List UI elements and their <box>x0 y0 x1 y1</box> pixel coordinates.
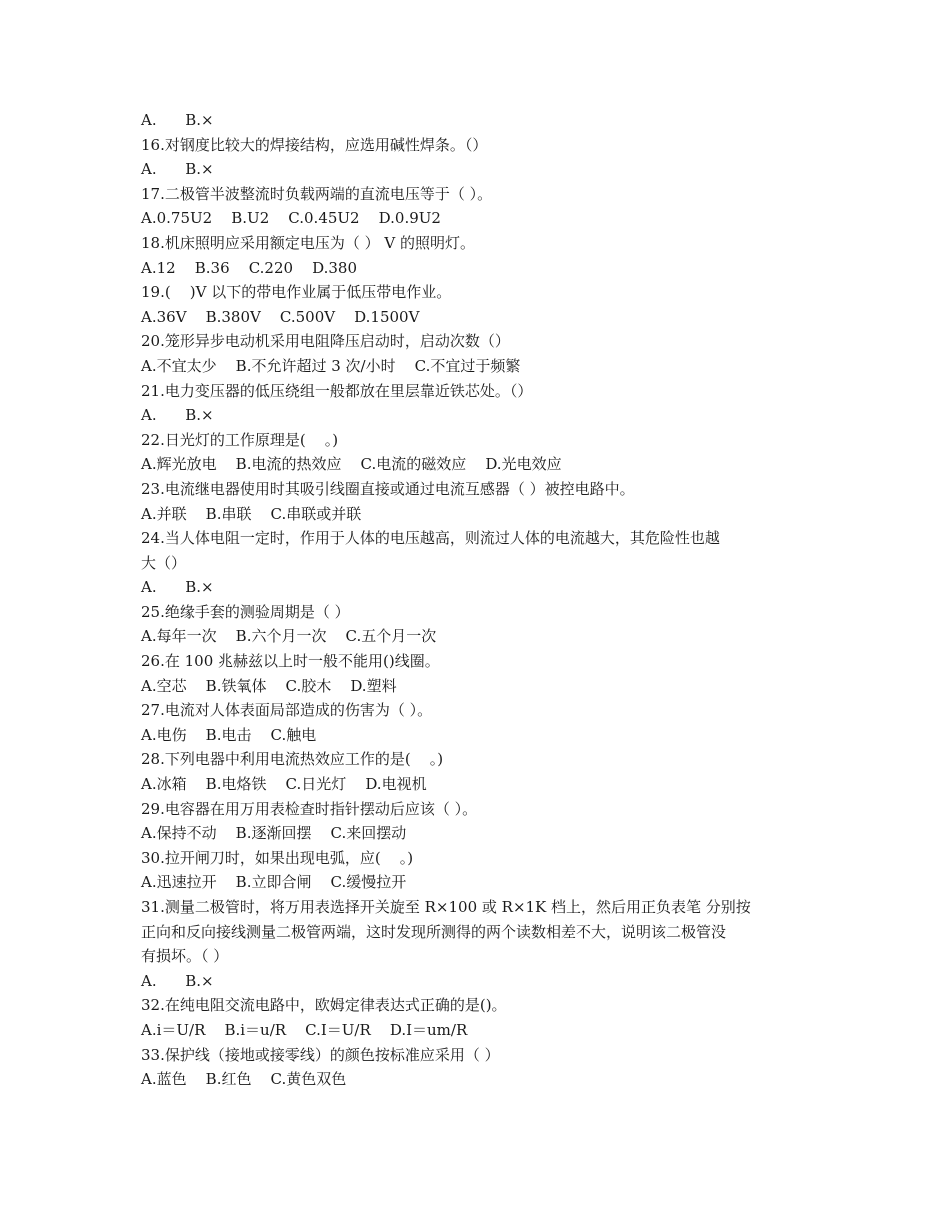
text-line: 24.当人体电阻一定时，作用于人体的电压越高，则流过人体的电流越大，其危险性也越 <box>141 529 720 548</box>
text-line: 大（） <box>141 553 187 572</box>
question-list <box>141 108 821 1092</box>
text-line: 17.二极管半波整流时负载两端的直流电压等于（ ）。 <box>141 184 493 203</box>
text-line: A. B.× <box>141 406 214 425</box>
text-line: A.0.75U2 B.U2 C.0.45U2 D.0.9U2 <box>141 209 441 228</box>
text-line: 20.笼形异步电动机采用电阻降压启动时，启动次数（） <box>141 332 510 351</box>
text-line: A.蓝色 B.红色 C.黄色双色 <box>141 1070 347 1089</box>
text-line: 19.( )V 以下的带电作业属于低压带电作业。 <box>141 283 452 302</box>
text-line: A.i＝U/R B.i＝u/R C.I＝U/R D.I＝um/R <box>141 1020 468 1039</box>
text-line: 30.拉开闸刀时，如果出现电弧，应( 。) <box>141 848 414 867</box>
text-line: 32.在纯电阻交流电路中，欧姆定律表达式正确的是()。 <box>141 996 507 1015</box>
text-line: A. B.× <box>141 971 214 990</box>
text-line: A. B.× <box>141 160 214 179</box>
text-line: A.电伤 B.电击 C.触电 <box>141 725 317 744</box>
text-line: 正向和反向接线测量二极管两端，这时发现所测得的两个读数相差不大，说明该二极管没 <box>141 922 727 941</box>
text-line: A.不宜太少 B.不允许超过 3 次/小时 C.不宜过于频繁 <box>141 356 521 375</box>
text-line: 33.保护线（接地或接零线）的颜色按标准应采用（ ） <box>141 1045 500 1064</box>
text-line: A.保持不动 B.逐渐回摆 C.来回摆动 <box>141 824 407 843</box>
text-line: A.每年一次 B.六个月一次 C.五个月一次 <box>141 627 437 646</box>
text-line: 16.对钢度比较大的焊接结构，应选用碱性焊条。（） <box>141 135 488 154</box>
text-line: A.冰箱 B.电烙铁 C.日光灯 D.电视机 <box>141 775 427 794</box>
text-line: 25.绝缘手套的测验周期是（ ） <box>141 602 350 621</box>
text-line: 28.下列电器中利用电流热效应工作的是( 。) <box>141 750 444 769</box>
text-line: 27.电流对人体表面局部造成的伤害为（ ）。 <box>141 701 433 720</box>
text-line: 26.在 100 兆赫兹以上时一般不能用()线圈。 <box>141 652 440 671</box>
text-line: 23.电流继电器使用时其吸引线圈直接或通过电流互感器（ ）被控电路中。 <box>141 479 635 498</box>
text-line: 29.电容器在用万用表检查时指针摆动后应该（ ）。 <box>141 799 478 818</box>
text-line: A.并联 B.串联 C.串联或并联 <box>141 504 362 523</box>
text-line: A.12 B.36 C.220 D.380 <box>141 258 358 277</box>
text-line: 31.测量二极管时，将万用表选择开关旋至 R×100 或 R×1K 档上，然后用正负表笔 分别按 <box>141 898 751 916</box>
text-line: 22.日光灯的工作原理是( 。) <box>141 430 339 449</box>
text-line: A. B.× <box>141 111 214 129</box>
text-line: 有损坏。（ ） <box>141 947 229 966</box>
text-line: A.迅速拉开 B.立即合闸 C.缓慢拉开 <box>141 873 407 892</box>
text-line: A.空芯 B.铁氧体 C.胶木 D.塑料 <box>141 676 397 695</box>
text-line: A.辉光放电 B.电流的热效应 C.电流的磁效应 D.光电效应 <box>141 455 562 474</box>
text-line: 18.机床照明应采用额定电压为（ ） V 的照明灯。 <box>141 233 475 252</box>
text-line: 21.电力变压器的低压绕组一般都放在里层靠近铁芯处。（） <box>141 381 533 400</box>
text-line: A.36V B.380V C.500V D.1500V <box>141 307 420 326</box>
text-line: A. B.× <box>141 578 214 597</box>
